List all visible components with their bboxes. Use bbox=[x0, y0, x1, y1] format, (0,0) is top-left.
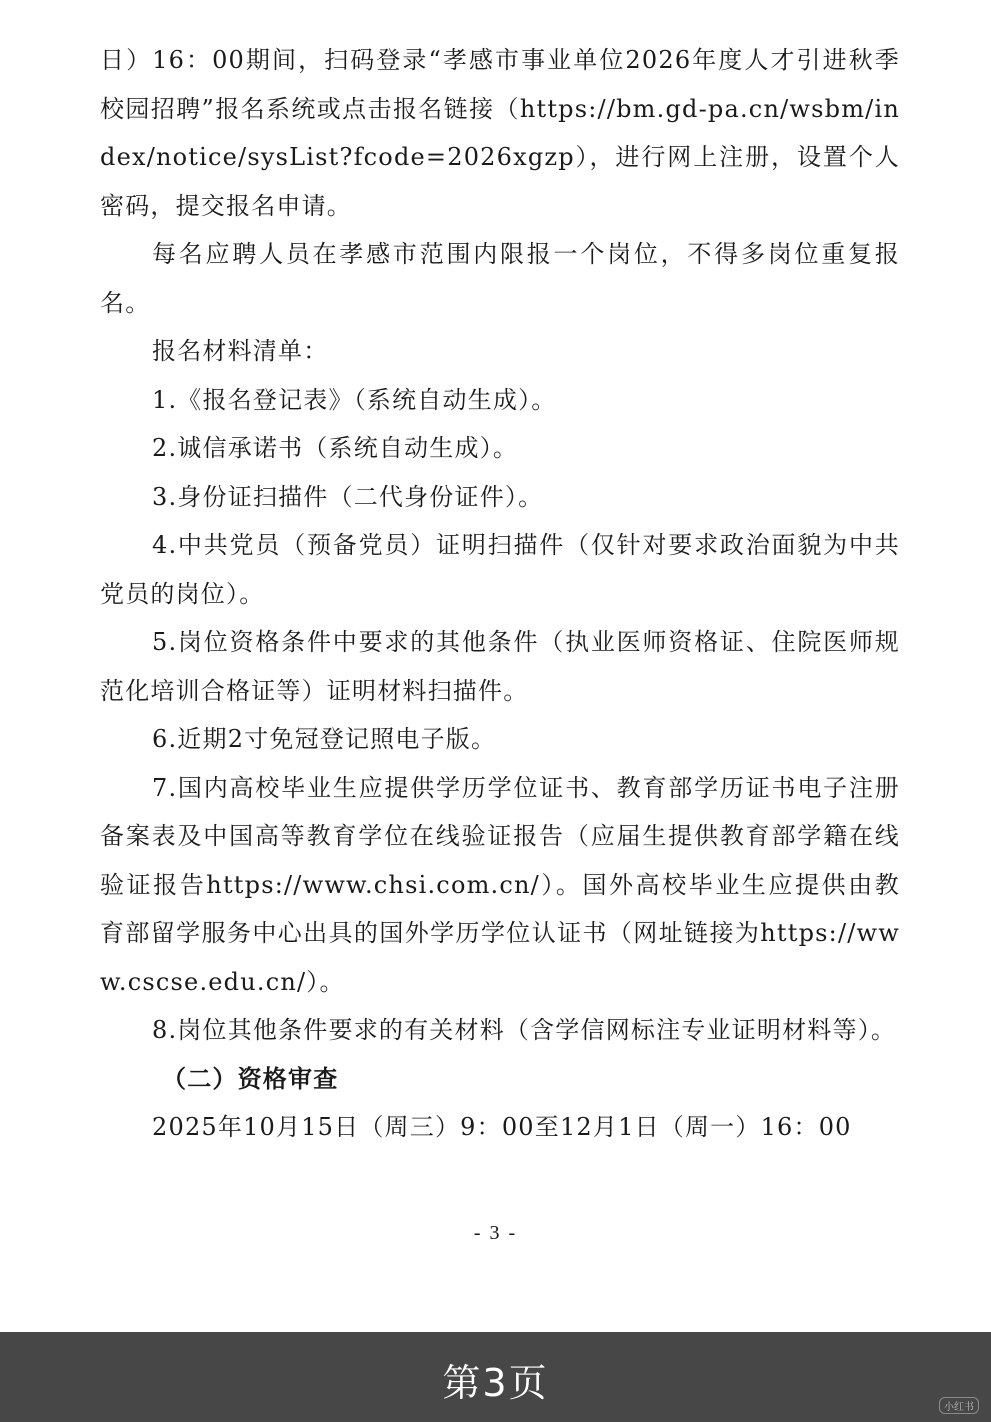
page-number: - 3 - bbox=[473, 1222, 518, 1244]
paragraph-review-time: 2025年10月15日（周三）9：00至12月1日（周一）16：00 bbox=[152, 1113, 852, 1141]
list-item: 7.国内高校毕业生应提供学历学位证书、教育部学历证书电子注册备案表及中国高等教育学位在线验证报告（应届生提供教育部学籍在线验证报告https://www.chsi.com.cn/）。国外高校毕业生应提供由教育部留学服务中心出具的国外学历学位认证书（网址链接为https://www.cscse.edu.cn/）。 bbox=[100, 773, 900, 996]
list-item: 3.身份证扫描件（二代身份证件）。 bbox=[152, 482, 544, 511]
list-item: 8.岗位其他条件要求的有关材料（含学信网标注专业证明材料等）。 bbox=[152, 1016, 897, 1044]
paragraph-materials-title: 报名材料清单： bbox=[152, 337, 329, 365]
list-item: 2.诚信承诺书（系统自动生成）。 bbox=[152, 434, 519, 462]
list-item: 5.岗位资格条件中要求的其他条件（执业医师资格证、住院医师规范化培训合格证等）证明材料扫描件。 bbox=[100, 628, 900, 705]
watermark-logo: 小红书 bbox=[939, 1397, 979, 1414]
document-body bbox=[100, 36, 900, 1152]
list-item: 1.《报名登记表》（系统自动生成）。 bbox=[152, 385, 557, 414]
paragraph-one-position: 每名应聘人员在孝感市范围内限报一个岗位，不得多岗位重复报名。 bbox=[100, 240, 900, 317]
list-item: 4.中共党员（预备党员）证明扫描件（仅针对要求政治面貌为中共党员的岗位）。 bbox=[100, 531, 900, 608]
page-footer-bar bbox=[0, 1332, 991, 1422]
page-label: 第3页 bbox=[442, 1361, 549, 1405]
section-heading: （二）资格审查 bbox=[162, 1063, 339, 1093]
list-item: 6.近期2寸免冠登记照电子版。 bbox=[152, 725, 497, 753]
paragraph-registration: 日）16：00期间，扫码登录“孝感市事业单位2026年度人才引进秋季校园招聘”报名系统或点击报名链接（https://bm.gd-pa.cn/wsbm/index/notice/sysList?fcode=2026xgzp），进行网上注册，设置个人密码，提交报名申请。 bbox=[100, 46, 900, 220]
